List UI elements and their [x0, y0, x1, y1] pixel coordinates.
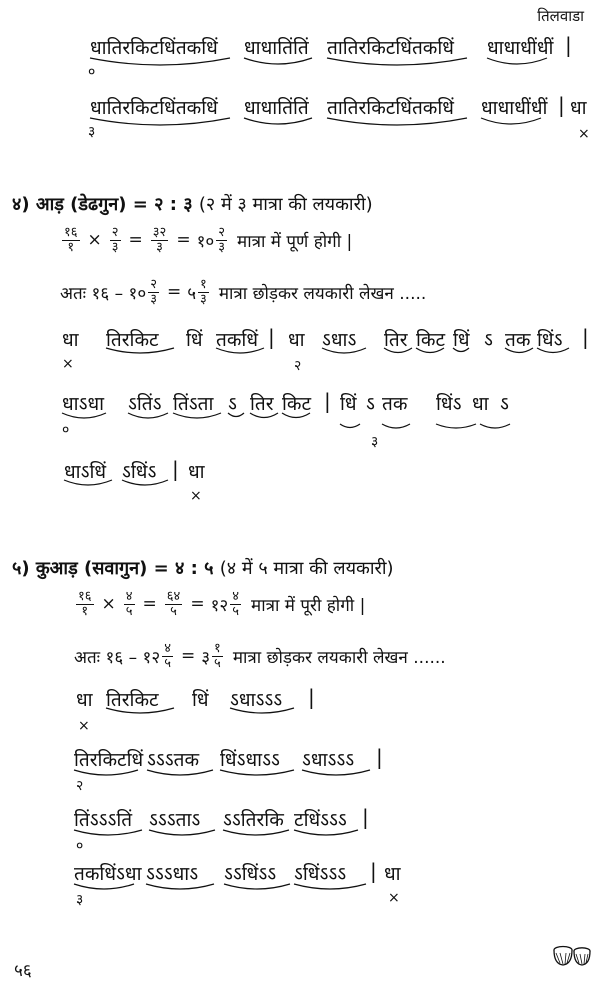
vibhag-bar: | — [268, 325, 275, 349]
bol: ऽधाऽऽऽ — [230, 689, 283, 711]
tala-symbol: ० — [76, 838, 84, 854]
formula — [74, 590, 365, 618]
calculation — [60, 278, 426, 306]
bol: धा — [472, 393, 489, 415]
bol: धिंऽधाऽऽ — [220, 749, 280, 771]
operator: = — [166, 282, 182, 303]
vibhag-bar: | — [558, 93, 565, 117]
vibhag-bar: | — [376, 745, 383, 769]
bol: तिरकिट — [106, 329, 159, 351]
formula-text: मात्रा में पूर्ण होगी | — [237, 231, 353, 252]
bol: ऽऽधिंऽऽ — [224, 863, 277, 885]
bol: धिंऽ — [537, 329, 563, 351]
bol: तकधिंऽधा — [74, 863, 142, 885]
bol: धिं — [186, 329, 203, 351]
bol: तिंऽता — [173, 393, 214, 415]
vibhag-bar: | — [370, 859, 377, 883]
operator: × — [101, 594, 116, 615]
formula-text: मात्रा में पूरी होगी | — [251, 595, 366, 616]
bol: धाऽधिं — [64, 461, 107, 483]
bol: धा — [384, 863, 401, 885]
bol: किट — [416, 329, 446, 351]
bol: ऽऽऽधाऽ — [146, 863, 199, 885]
bol: धा — [188, 461, 205, 483]
tabla-drums-icon — [552, 944, 592, 972]
fraction: $\frac{३२}{३}$ — [152, 225, 167, 255]
heading-main: ४) आड़ (डेढगुन) = २ : ३ — [12, 194, 193, 215]
bol-group: धाधाधींधीं — [481, 97, 548, 119]
whole-number: १० — [196, 231, 215, 252]
heading-main: ५) कुआड़ (सवागुन) = ४ : ५ — [12, 558, 214, 579]
calc-prefix: अतः १६ – १० — [60, 283, 147, 304]
operator: = — [176, 230, 191, 251]
tala-symbol: × — [578, 126, 590, 142]
bol: तक — [382, 393, 408, 415]
bol: धिं — [192, 689, 209, 711]
bol: ऽधाऽऽऽ — [302, 749, 355, 771]
bol-group: धाधाधींधीं — [487, 37, 554, 59]
bol: ऽ — [366, 393, 375, 415]
vibhag-bar: | — [582, 325, 589, 349]
operator: = — [142, 594, 157, 615]
bol: ऽ — [500, 393, 509, 415]
fraction: $\frac{१}{३}$ — [200, 277, 207, 307]
tala-symbol: × — [62, 356, 74, 372]
fraction: $\frac{२}{३}$ — [150, 277, 157, 307]
tala-symbol: ० — [88, 64, 96, 80]
bol: तिर — [250, 393, 274, 415]
slur — [436, 424, 476, 428]
whole-number: १२ — [210, 595, 229, 616]
bol: तक — [505, 329, 531, 351]
calc-text: मात्रा छोड़कर लयकारी लेखन ...... — [232, 647, 446, 668]
vibhag-bar: | — [324, 389, 331, 413]
fraction: $\frac{६४}{५}$ — [166, 589, 181, 619]
bol: ऽतिंऽ — [128, 393, 162, 415]
fraction: $\frac{२}{३}$ — [111, 225, 119, 255]
whole-number: ३ — [201, 647, 211, 668]
fraction: $\frac{१६}{१}$ — [78, 589, 92, 619]
page-number: ५६ — [14, 961, 32, 981]
tala-symbol: ३ — [76, 892, 84, 908]
fraction: $\frac{२}{३}$ — [218, 225, 226, 255]
bol: ऽधिंऽऽऽ — [294, 863, 347, 885]
fraction: $\frac{१}{५}$ — [214, 641, 221, 671]
page-header: तिलवाडा — [537, 7, 584, 25]
slur — [480, 424, 510, 428]
formula — [60, 226, 352, 254]
bol: धिं — [340, 393, 357, 415]
bol: ऽ — [228, 393, 237, 415]
heading-note: (४ में ५ मात्रा की लयकारी) — [219, 558, 394, 579]
bol: धाऽधा — [62, 393, 105, 415]
bol-group: धातिरकिटधिंतकधिं — [90, 37, 218, 59]
tala-symbol: × — [388, 890, 400, 906]
bol: ऽधाऽ — [322, 329, 357, 351]
operator: × — [87, 230, 102, 251]
calc-prefix: अतः १६ – १२ — [74, 647, 161, 668]
bol: तिंऽऽऽतिं — [74, 809, 133, 831]
bol: धा — [62, 329, 79, 351]
bol: ऽऽऽताऽ — [149, 809, 201, 831]
bol-group: तातिरकिटधिंतकधिं — [327, 97, 454, 119]
fraction: $\frac{४}{५}$ — [232, 589, 240, 619]
bol: टधिंऽऽऽ — [294, 809, 347, 831]
tala-symbol: ३ — [371, 434, 379, 450]
section-heading — [12, 556, 394, 580]
bol-group: धातिरकिटधिंतकधिं — [90, 97, 218, 119]
heading-note: (२ में ३ मात्रा की लयकारी) — [198, 194, 373, 215]
bol: ऽऽतिरकि — [223, 809, 284, 831]
bol-group: धाधातिंतिं — [244, 37, 309, 59]
tala-symbol: ३ — [88, 124, 96, 140]
slur — [340, 424, 360, 428]
vibhag-bar: | — [565, 33, 572, 57]
tala-symbol: ० — [62, 422, 70, 438]
tala-symbol: २ — [76, 778, 84, 794]
slur — [382, 424, 410, 428]
fraction: $\frac{४}{५}$ — [164, 641, 171, 671]
whole-number: ५ — [187, 283, 197, 304]
bol: धिंऽ — [436, 393, 462, 415]
tala-symbol: × — [190, 488, 202, 504]
bol: तिरकिट — [106, 689, 159, 711]
fraction: $\frac{४}{५}$ — [125, 589, 133, 619]
bol: धा — [288, 329, 305, 351]
bol: धिं — [453, 329, 470, 351]
operator: = — [180, 646, 196, 667]
operator: = — [190, 594, 205, 615]
bol: किट — [282, 393, 312, 415]
bol-group: तातिरकिटधिंतकधिं — [327, 37, 454, 59]
bol: ऽऽऽतक — [147, 749, 200, 771]
calc-text: मात्रा छोड़कर लयकारी लेखन ..... — [218, 283, 427, 304]
vibhag-bar: | — [172, 457, 179, 481]
bol: ऽ — [484, 329, 493, 351]
operator: = — [128, 230, 143, 251]
fraction: $\frac{१६}{१}$ — [64, 225, 78, 255]
bol: तिरकिटधिं — [74, 749, 144, 771]
tala-symbol: २ — [294, 358, 302, 374]
section-heading — [12, 192, 373, 216]
vibhag-bar: | — [308, 685, 315, 709]
bol: ऽधिंऽ — [122, 461, 157, 483]
bol: तकधिं — [216, 329, 259, 351]
calculation — [74, 642, 446, 670]
bol: तिर — [384, 329, 408, 351]
vibhag-bar: | — [362, 805, 369, 829]
bol: धा — [76, 689, 93, 711]
bol-group: धाधातिंतिं — [244, 97, 309, 119]
tala-symbol: × — [78, 718, 90, 734]
bol: धा — [570, 97, 587, 119]
